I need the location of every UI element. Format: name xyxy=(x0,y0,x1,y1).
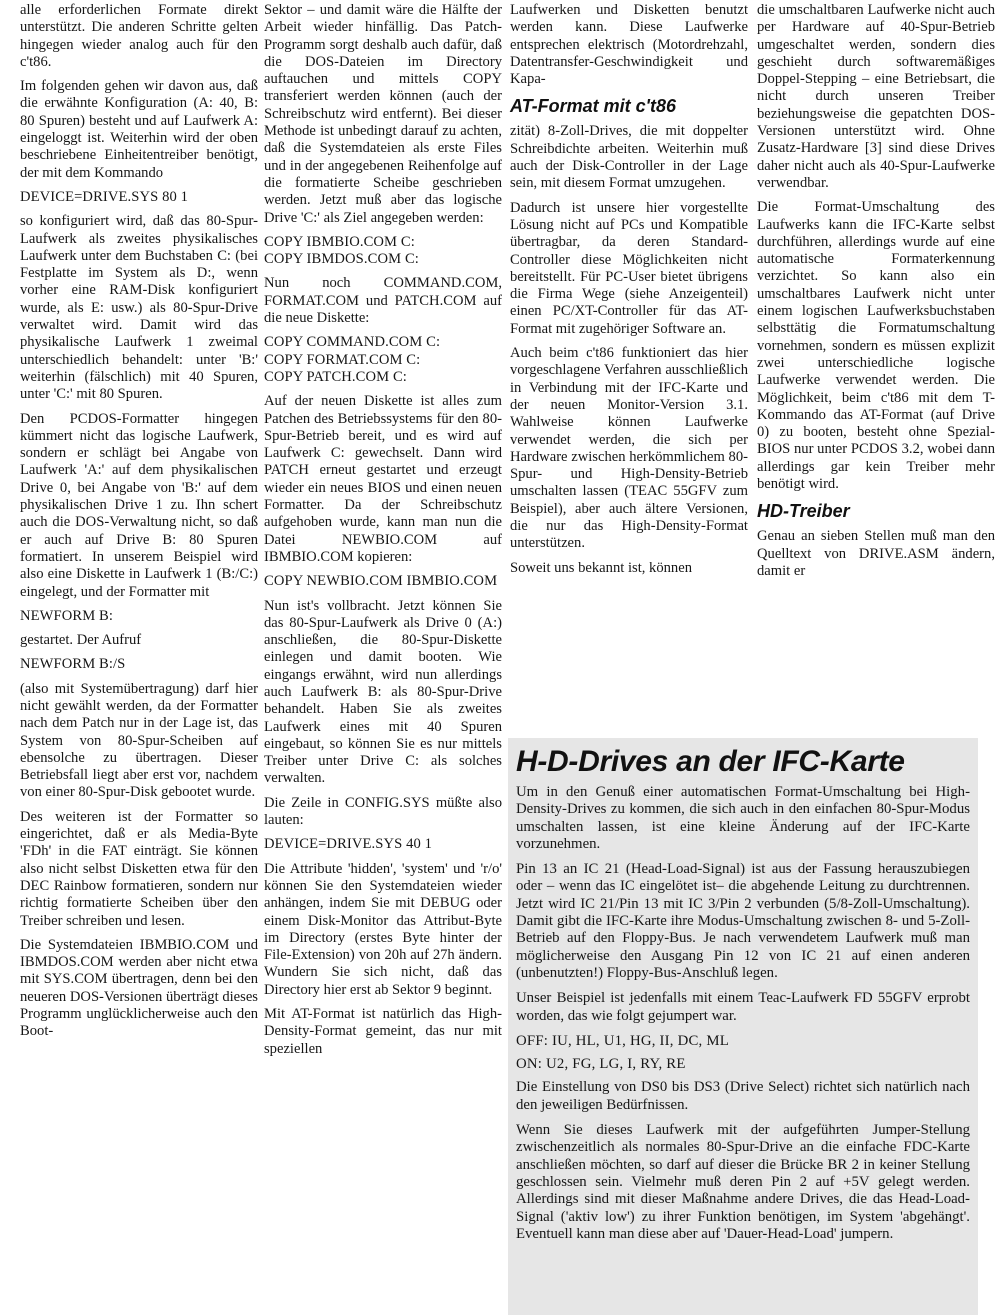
paragraph: Dadurch ist unsere hier vorgestellte Lösung nicht auf PCs und Kompatible übertragbar, da deren Standard-Controller diese Möglichkeiten nicht bereitstellt. Für PC-User bietet übrigens die Firma Wege (siehe Anzeigenteil) einen PC/XT-Controller für das AT-Format mit zugehöriger Software an. xyxy=(510,199,748,337)
text-column-1 xyxy=(20,2,258,1041)
jumper-off-line: OFF: IU, HL, U1, HG, II, DC, ML xyxy=(516,1032,729,1049)
paragraph: Soweit uns bekannt ist, können xyxy=(510,559,693,576)
code-line: COPY NEWBIO.COM IBMBIO.COM xyxy=(264,573,498,590)
paragraph: Sektor – und damit wäre die Hälfte der Arbeit wieder hinfällig. Das Patch-Programm sorgt deshalb auch dafür, daß die DOS-Dateien im Directory auftauchen und mittels COPY transferiert werden können (auch der Schreibschutz wird entfernt). Bei dieser Methode ist unbedingt darauf zu achten, daß die Systemdateien als erste Files und in der angegebenen Reihenfolge auf die formatierte Scheibe geschrieben werden. Jetzt muß aber das logische Drive 'C:' als Ziel angegeben werden: xyxy=(264,2,502,226)
sidebar-paragraph: Pin 13 an IC 21 (Head-Load-Signal) ist aus der Fassung herauszubiegen oder – wenn das IC eingelötet ist– die abgehende Leitung zu durchtrennen. Jetzt wird IC 21/Pin 13 mit IC 3/Pin 2 verbunden (5/8-Zoll-Umschaltung). Damit gibt die IFC-Karte ihre Modus-Umschaltung zwischen 8- und 5-Zoll-Betrieb auf den Floppy-Bus. Je nach verwendetem Laufwerk muß man möglicherweise den Ausgang Pin 12 von IC 21 auf einen anderen (unbenutzten!) Floppy-Bus-Anschluß legen. xyxy=(516,861,970,981)
paragraph: Die Zeile in CONFIG.SYS müßte also lauten: xyxy=(264,794,502,829)
paragraph: Die Systemdateien IBMBIO.COM und IBMDOS.COM werden aber nicht etwa mit SYS.COM übertragen, denn bei den neueren DOS-Versionen überträgt dieses Programm unglücklicherweise auch den Boot- xyxy=(20,936,258,1040)
paragraph: Mit AT-Format ist natürlich das High-Density-Format gemeint, das nur mit speziellen xyxy=(264,1006,502,1057)
code-block: COPY IBMBIO.COM C: COPY IBMDOS.COM C: xyxy=(264,233,419,268)
code-line: NEWFORM B: xyxy=(20,607,114,624)
sidebar-box xyxy=(508,738,978,1315)
paragraph: Auch beim c't86 funktioniert das hier vorgeschlagene Verfahren ausschließlich in Verbindung mit der IFC-Karte und der neuen Monitor-Version 3.1. Wahlweise können Laufwerke verwendet werden, die sich per Hardware zwischen herkömmlichem 80-Spur- und High-Density-Betrieb umschalten lassen (TEAC 55GFV zum Beispiel), aber auch ältere Versionen, die nur das High-Density-Format unterstützen. xyxy=(510,345,748,552)
sidebar-paragraph: Unser Beispiel ist jedenfalls mit einem Teac-Laufwerk FD 55GFV erprobt worden, das wie folgt gejumpert war. xyxy=(516,990,970,1024)
paragraph: Laufwerken und Disketten benutzt werden kann. Diese Laufwerke entsprechen elektrisch (Motordrehzahl, Datentransfer-Geschwindigkeit und Kapa- xyxy=(510,2,748,88)
code-line: DEVICE=DRIVE.SYS 80 1 xyxy=(20,188,189,205)
paragraph: gestartet. Der Aufruf xyxy=(20,632,142,649)
text-column-4 xyxy=(757,2,995,580)
paragraph: Den PCDOS-Formatter hingegen kümmert nicht das logische Laufwerk, sondern er schlägt bei Angabe von Laufwerk 'A:' auf dem physikalischen Drive 0, bei Angabe von 'B:' auf dem physikalischen Drive 1 zu. Ihn schert auch die DOS-Verwaltung nicht, so daß er auch auf Drive B: 80 Spuren formatiert. In unserem Beispiel wird also eine Diskette in Laufwerk 1 (B:/C:) eingelegt, und der Formatter mit xyxy=(20,410,258,600)
paragraph: Genau an sieben Stellen muß man den Quelltext von DRIVE.ASM ändern, damit er xyxy=(757,528,995,579)
sidebar-paragraph: Die Einstellung von DS0 bis DS3 (Drive Select) richtet sich natürlich nach den jeweiligen Bedürfnissen. xyxy=(516,1079,970,1113)
paragraph: zität) 8-Zoll-Drives, die mit doppelter Schreibdichte arbeiten. Weiterhin muß auch der Disk-Controller in der Lage sein, mit diesem Format umzugehen. xyxy=(510,123,748,192)
jumper-on-line: ON: U2, FG, LG, I, RY, RE xyxy=(516,1056,686,1073)
paragraph: Nun ist's vollbracht. Jetzt können Sie das 80-Spur-Laufwerk als Drive 0 (A:) anschließen, die 80-Spur-Diskette einlegen und damit booten. Wie eingangs erwähnt, wird nun allerdings auch Laufwerk B: als 80-Spur-Drive behandelt. Haben Sie als zweites Laufwerk eines mit 40 Spuren eingebaut, so können Sie es nur mittels Treiber unter Drive C: als solches verwalten. xyxy=(264,597,502,787)
paragraph: so konfiguriert wird, daß das 80-Spur-Laufwerk als zweites physikalisches Laufwerk unter dem Buchstaben C: (bei Festplatte im System als D:, wenn vorher eine RAM-Disk konfiguriert wurde, als E: usw.) als 80-Spur-Drive verwaltet wird. Damit wird das physikalische Laufwerk 1 zweimal unterschiedlich behandelt: unter 'B:' weiterhin (fälschlich) mit 40 Spuren, unter 'C:' mit 80 Spuren. xyxy=(20,213,258,403)
paragraph: Nun noch COMMAND.COM, FORMAT.COM und PATCH.COM auf die neue Diskette: xyxy=(264,275,502,327)
sidebar-paragraph: Wenn Sie dieses Laufwerk mit der aufgeführten Jumper-Stellung zwischenzeitlich als normales 80-Spur-Drive an die einfache FDC-Karte anschließen möchten, so darf auf dieser die Brücke BR 2 in keiner Stellung geschlossen sein. Vielmehr muß deren Pin 2 auf +5V gelegt werden. Allerdings sind mit dieser Maßnahme andere Drives, die das Head-Load-Signal ('aktiv low') zu ihrer Funktion benötigen, im System 'abgehängt'. Eventuell kann man diese aber auf 'Dauer-Head-Load' jumpern. xyxy=(516,1122,970,1242)
sidebar-paragraph: Um in den Genuß einer automatischen Format-Umschaltung bei High-Density-Drives zu kommen, die sich auch in den einfachen 80-Spur-Modus umschalten lassen, ist eine kleine Änderung auf der IFC-Karte vorzunehmen. xyxy=(516,784,970,852)
paragraph: (also mit Systemübertragung) darf hier nicht gewählt werden, da der Formatter nach dem Patch nur in der Lage ist, das System von 80-Spur-Scheiben auf ebensolche zu übertragen. Dieser Betriebsfall liegt aber erst vor, nachdem von einer 80-Spur-Disk gebootet wurde. xyxy=(20,680,258,801)
paragraph: Die Format-Umschaltung des Laufwerks kann die IFC-Karte selbst durchführen, allerdings wurde auf eine automatische Formaterkennung verzichtet. So kann also ein umschaltbares Laufwerk nicht unter einem logischen Laufwerksbuchstaben selbsttätig die Formatumschaltung vornehmen, sondern es müssen explizit zwei unterschiedliche logische Laufwerke verwendet werden. Die Möglichkeit, beim c't86 mit dem T-Kommando das AT-Format (auf Drive 0) zu booten, besteht ohne Spezial-BIOS nur unter PCDOS 3.2, wobei dann allerdings gar kein Treiber mehr benötigt wird. xyxy=(757,199,995,493)
paragraph: Im folgenden gehen wir davon aus, daß die erwähnte Konfiguration (A: 40, B: 80 Spuren) besteht und auf Laufwerk A: eingeloggt ist. Weiterhin wird der oben beschriebene Einheitentreiber benötigt, der mit dem Kommando xyxy=(20,78,258,181)
paragraph: Des weiteren ist der Formatter so eingerichtet, daß er als Media-Byte 'FDh' in die FAT einträgt. Sie können also nicht selbst Disketten etwa für den DEC Rainbow formatieren, sondern nur richtig formatierte Scheiben über den Treiber schreiben und lesen. xyxy=(20,808,258,929)
code-line: NEWFORM B:/S xyxy=(20,656,126,673)
sidebar-title: H-D-Drives an der IFC-Karte xyxy=(516,745,905,778)
paragraph: alle erforderlichen Formate direkt unterstützt. Die anderen Schritte gelten hingegen wieder analog auch für den c't86. xyxy=(20,2,258,70)
text-column-3 xyxy=(510,2,748,577)
paragraph: Die Attribute 'hidden', 'system' und 'r/o' können Sie den Systemdateien wieder anhängen, indem Sie mit DEBUG oder einem Disk-Monitor das Attribut-Byte im Directory (erstes Byte hinter der File-Extension) von 20h auf 27h ändern. Wundern Sie sich nicht, daß das Directory hier erst ab Sektor 9 beginnt. xyxy=(264,860,502,998)
section-heading-hd-treiber: HD-Treiber xyxy=(757,501,850,522)
code-line: DEVICE=DRIVE.SYS 40 1 xyxy=(264,836,433,853)
code-block: COPY COMMAND.COM C: COPY FORMAT.COM C: COPY PATCH.COM C: xyxy=(264,334,441,385)
paragraph: die umschaltbaren Laufwerke nicht auch per Hardware auf 40-Spur-Betrieb umgeschaltet werden, sondern dies geschieht durch softwaremäßiges Doppel-Stepping – eine Betriebsart, die nicht durch unseren Treiber beziehungsweise die gepatchten DOS-Versionen unterstützt wird. Ohne Zusatz-Hardware [3] sind diese Drives daher nicht auch als 40-Spur-Laufwerke verwendbar. xyxy=(757,2,995,191)
paragraph: Auf der neuen Diskette ist alles zum Patchen des Betriebssystems für den 80-Spur-Betrieb bereit, und es wird auf Laufwerk C: gewechselt. Dann wird PATCH erneut gestartet und erzeugt wieder ein neues BIOS und einen neuen Formatter. Da der Schreibschutz aufgehoben wurde, kann man nun die Datei NEWBIO.COM auf IBMBIO.COM kopieren: xyxy=(264,393,502,565)
text-column-2 xyxy=(264,2,502,1058)
section-heading-at-format: AT-Format mit c't86 xyxy=(510,96,676,117)
